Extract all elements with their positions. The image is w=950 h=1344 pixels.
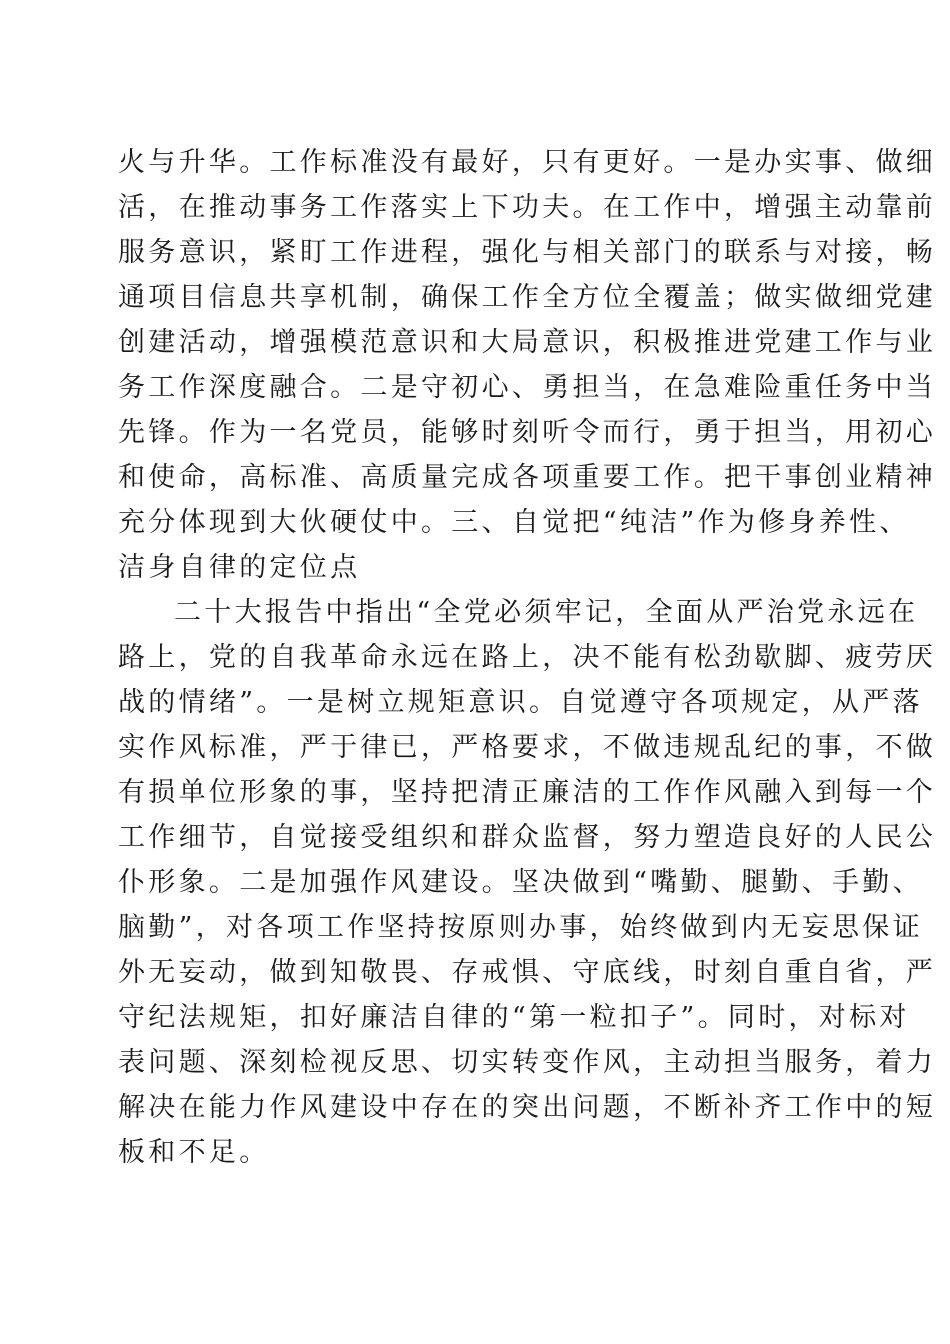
text-line: 创建活动，增强模范意识和大局意识，积极推进党建工作与业 [118,327,937,358]
text-line: 路上，党的自我革命永远在路上，决不能有松劲歇脚、疲劳厌 [118,642,937,673]
text-line: 工作细节，自觉接受组织和群众监督，努力塑造良好的人民公 [118,822,937,853]
text-line: 仆形象。二是加强作风建设。坚决做到“嘴勤、腿勤、手勤、 [118,867,923,898]
text-line: 服务意识，紧盯工作进程，强化与相关部门的联系与对接，畅 [118,237,937,268]
text-line: 外无妄动，做到知敬畏、存戒惧、守底线，时刻自重自省，严 [118,957,937,988]
text-line: 先锋。作为一名党员，能够时刻听令而行，勇于担当，用初心 [118,417,937,448]
text-line: 实作风标准，严于律已，严格要求，不做违规乱纪的事，不做 [118,732,937,763]
text-line: 务工作深度融合。二是守初心、勇担当，在急难险重任务中当 [118,372,937,403]
text-line: 表问题、深刻检视反思、切实转变作风，主动担当服务，着力 [118,1047,937,1078]
text-line: 脑勤”，对各项工作坚持按原则办事，始终做到内无妄思保证 [118,912,923,943]
text-line: 战的情绪”。一是树立规矩意识。自觉遵守各项规定，从严落 [118,687,923,718]
text-line: 解决在能力作风建设中存在的突出问题，不断补齐工作中的短 [118,1092,937,1123]
paragraph-first-line: 二十大报告中指出“全党必须牢记，全面从严治党永远在 [174,597,919,628]
text-line: 通项目信息共享机制，确保工作全方位全覆盖；做实做细党建 [118,282,937,313]
text-line: 守纪法规矩，扣好廉洁自律的“第一粒扣子”。同时，对标对 [118,1002,910,1033]
text-line: 火与升华。工作标准没有最好，只有更好。一是办实事、做细 [118,147,937,178]
body-text [118,140,937,1175]
text-line: 板和不足。 [118,1137,270,1168]
text-line: 充分体现到大伙硬仗中。三、自觉把“纯洁”作为修身养性、 [118,507,910,538]
text-line: 洁身自律的定位点 [118,552,361,583]
text-line: 和使命，高标准、高质量完成各项重要工作。把干事创业精神 [118,462,937,493]
text-line: 有损单位形象的事，坚持把清正廉洁的工作作风融入到每一个 [118,777,937,808]
text-line: 活，在推动事务工作落实上下功夫。在工作中，增强主动靠前 [118,192,937,223]
